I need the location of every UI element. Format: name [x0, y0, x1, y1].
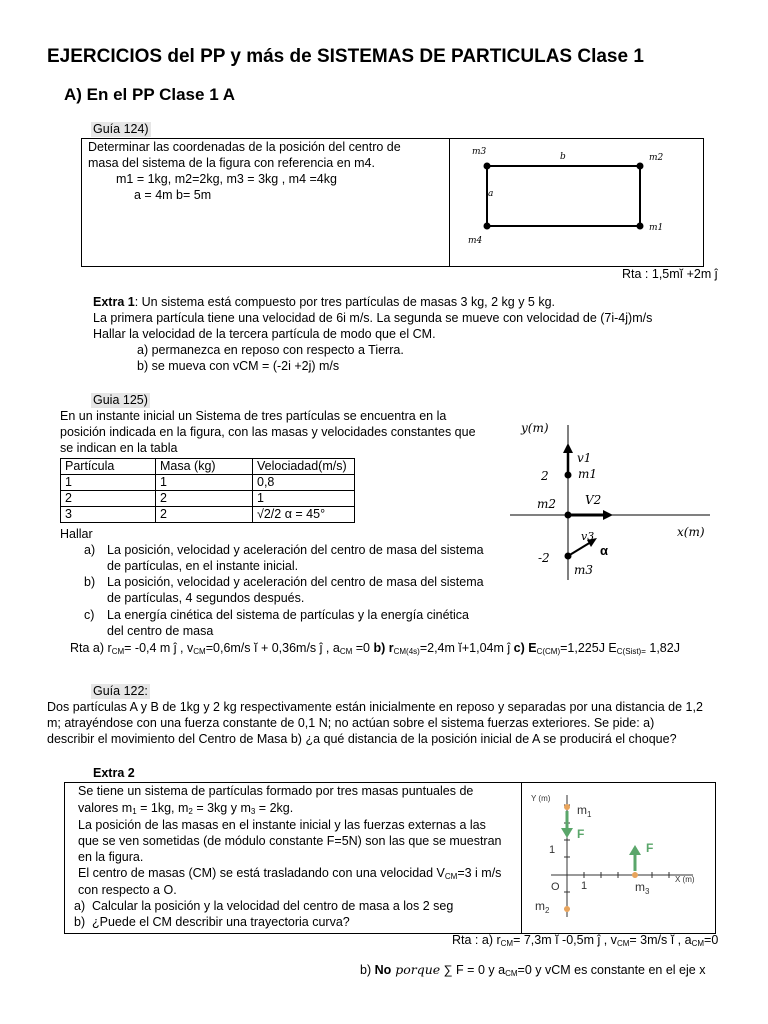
section-title: A) En el PP Clase 1 A — [64, 85, 236, 104]
extra2-answer-b: b) No porque ∑ F = 0 y $a_{CM}=0$ y vCM es constante en el eje x — [360, 962, 706, 978]
x-axis-label: X (m) — [675, 875, 695, 884]
m3-label: m3 — [574, 563, 594, 577]
extra2-box — [64, 782, 716, 934]
m1-label: m1 — [649, 223, 664, 233]
v2-arrow-icon — [603, 510, 613, 520]
m3-label: $m_3$ — [635, 880, 650, 896]
extra2-question-b: ¿Puede el CM describir una trayectoria curva? — [92, 915, 350, 929]
extra2-line3: La posición de las masas en el instante inicial y las fuerzas externas a las — [78, 818, 486, 832]
force-label-1: F — [577, 827, 585, 841]
m3-point — [632, 872, 638, 878]
m2-label: $m_2$ — [535, 899, 550, 915]
extra1-line3: Hallar la velocidad de la tercera partícula de modo que el CM. — [93, 327, 436, 341]
extra2-question-b-key: b) — [74, 915, 86, 929]
g125-line3: se indican en la tabla — [60, 441, 178, 455]
extra1-item-a: a) permanezca en reposo con respecto a Tierra. — [137, 343, 404, 357]
v2-label: V2 — [585, 493, 602, 507]
g125-item-c-key: c) — [84, 608, 95, 622]
table-row — [61, 475, 355, 491]
v3-label: v3 — [581, 530, 595, 543]
m2-point — [564, 906, 570, 912]
g122-line1: Dos partículas A y B de 1kg y 2 kg respectivamente están inicialmente en reposo y separadas por una distancia de 1,2 — [47, 700, 703, 714]
table-cell: 2 — [156, 491, 253, 507]
particles-table — [60, 458, 355, 523]
table-cell: √2/2 α = 45° — [253, 507, 355, 523]
guia-122-tag: Guía 122: — [93, 684, 148, 698]
m1-label: m1 — [578, 467, 598, 481]
y-tick-1: 1 — [549, 844, 556, 856]
hallar-label: Hallar — [60, 527, 93, 541]
y-tick-minus2: -2 — [538, 551, 550, 565]
table-cell: 2 — [61, 491, 156, 507]
alpha-label: α — [600, 543, 608, 558]
extra1-label: Extra 1 — [93, 295, 135, 309]
guia-124-tag: Guía 124) — [93, 122, 149, 136]
extra2-line4: que se ven sometidas (de módulo constante F=5N) son las que se muestran — [78, 834, 502, 848]
extra1-item-b: b) se mueva con vCM = (-2i +2j) m/s — [137, 359, 340, 373]
v1-label: v1 — [577, 451, 592, 465]
g124-line2: masa del sistema de la figura con referencia en m4. — [88, 156, 375, 170]
y-axis-label: y(m) — [521, 421, 549, 435]
extra2-line7: con respecto a O. — [78, 883, 177, 897]
v1-arrow-icon — [563, 443, 573, 453]
x-axis-label: x(m) — [677, 525, 705, 539]
g125-line2: posición indicada en la figura, con las masas y velocidades constantes que — [60, 425, 476, 439]
g124-masses: m1 = 1kg, m2=2kg, m3 = 3kg , m4 =4kg — [116, 172, 337, 186]
m3-point — [484, 163, 491, 170]
b-label: b — [560, 152, 566, 162]
box-divider — [521, 783, 522, 933]
table-header: Masa (kg) — [156, 459, 253, 475]
extra2-line6: El centro de masas (CM) se está trasladando con una velocidad $V_{CM}=3$ i m/s — [78, 866, 502, 881]
g122-line3: describir el movimiento del Centro de Masa b) ¿a qué distancia de la posición inicial de A se producirá el choque? — [47, 732, 677, 746]
g124-dimensions: a = 4m b= 5m — [134, 188, 212, 202]
table-header: Velociadad(m/s) — [253, 459, 355, 475]
table-cell: 1 — [156, 475, 253, 491]
origin-label: O — [551, 881, 560, 893]
extra2-answer-a: Rta : a) $r_{CM}= 7,3m$ ĭ -0,5m ĵ , $v_{CM}= 3m/s$ ĭ , $a_{CM}=0$ — [452, 933, 719, 948]
extra1-text: : Un sistema está compuesto por tres partículas de masas 3 kg, 2 kg y 5 kg. — [134, 295, 556, 309]
g125-item-a-key: a) — [84, 543, 96, 557]
g125-item-c: La energía cinética del sistema de partículas y la energía cinética — [107, 608, 470, 622]
table-header: Partícula — [61, 459, 156, 475]
y-tick-2: 2 — [541, 469, 549, 483]
force-down-arrow-icon — [561, 828, 573, 838]
y-axis-label: Y (m) — [531, 794, 551, 803]
m3-label: m3 — [472, 147, 487, 157]
extra2-line2: valores $m_1 = 1kg$, $m_2 = 3kg$ y $m_3 = 2kg$. — [78, 801, 294, 816]
m4-point — [484, 223, 491, 230]
m1-label: $m_1$ — [577, 803, 592, 819]
particles-axes-figure — [505, 410, 725, 585]
m4-label: m4 — [468, 236, 483, 246]
guia-125-tag: Guia 125) — [93, 393, 148, 407]
g122-line2: m; atrayéndose con una fuerza constante de 0,1 N; no actúan sobre el sistema fuerzas exteriores. Se pide: a) — [47, 716, 655, 730]
guia-124-box — [81, 138, 704, 267]
table-row — [61, 507, 355, 523]
force-up-arrow-icon — [629, 845, 641, 855]
extra1-line1 — [93, 295, 555, 311]
rectangle-figure — [450, 139, 703, 266]
g125-answer: Rta a) $r_{CM}= -0,4$ m ĵ , $v_{CM}=0,6m/s$ ĭ + 0,36m/s ĵ , $a_{CM} =0$ b) $r_{CM(4s)}=2,4m$ ĭ+1,04m ĵ c) $E_{C(CM)}=1,225J$ $E_{C(Sist)=}$ 1,82J — [70, 641, 680, 656]
extra2-question-a: Calcular la posición y la velocidad del centro de masa a los 2 seg — [92, 899, 454, 913]
g125-item-b-cont: de partículas, 4 segundos después. — [107, 591, 305, 605]
m2-label: m2 — [649, 153, 664, 163]
m1-point — [565, 472, 572, 479]
g124-line1: Determinar las coordenadas de la posición del centro de — [88, 140, 401, 154]
m2-point — [637, 163, 644, 170]
extra1-line2: La primera partícula tiene una velocidad de 6i m/s. La segunda se mueve con velocidad de (7i-4j)m/s — [93, 311, 653, 325]
table-cell: 1 — [253, 491, 355, 507]
table-cell: 3 — [61, 507, 156, 523]
g125-item-b-key: b) — [84, 575, 96, 589]
table-cell: 1 — [61, 475, 156, 491]
page-title: EJERCICIOS del PP y más de SISTEMAS DE PARTICULAS Clase 1 — [47, 46, 644, 67]
extra2-label: Extra 2 — [93, 766, 135, 780]
g125-item-a: La posición, velocidad y aceleración del centro de masa del sistema — [107, 543, 484, 557]
forces-figure — [523, 783, 713, 931]
table-cell: 2 — [156, 507, 253, 523]
extra2-question-a-key: a) — [74, 899, 86, 913]
m1-point — [564, 804, 570, 810]
extra2-line5: en la figura. — [78, 850, 144, 864]
force-label-2: F — [646, 841, 654, 855]
table-cell: 0,8 — [253, 475, 355, 491]
m1-point — [637, 223, 644, 230]
g125-line1: En un instante inicial un Sistema de tres partículas se encuentra en la — [60, 409, 447, 423]
m2-label: m2 — [537, 497, 557, 511]
g125-item-b: La posición, velocidad y aceleración del centro de masa del sistema — [107, 575, 484, 589]
x-tick-1: 1 — [581, 880, 588, 892]
table-header-row — [61, 459, 355, 475]
g125-item-c-cont: del centro de masa — [107, 624, 214, 638]
g125-item-a-cont: de partículas, en el instante inicial. — [107, 559, 299, 573]
a-label: a — [488, 189, 494, 199]
table-row — [61, 491, 355, 507]
g124-answer: Rta : 1,5mĭ +2m ĵ — [622, 267, 718, 281]
extra2-line1: Se tiene un sistema de partículas formado por tres masas puntuales de — [78, 784, 474, 798]
